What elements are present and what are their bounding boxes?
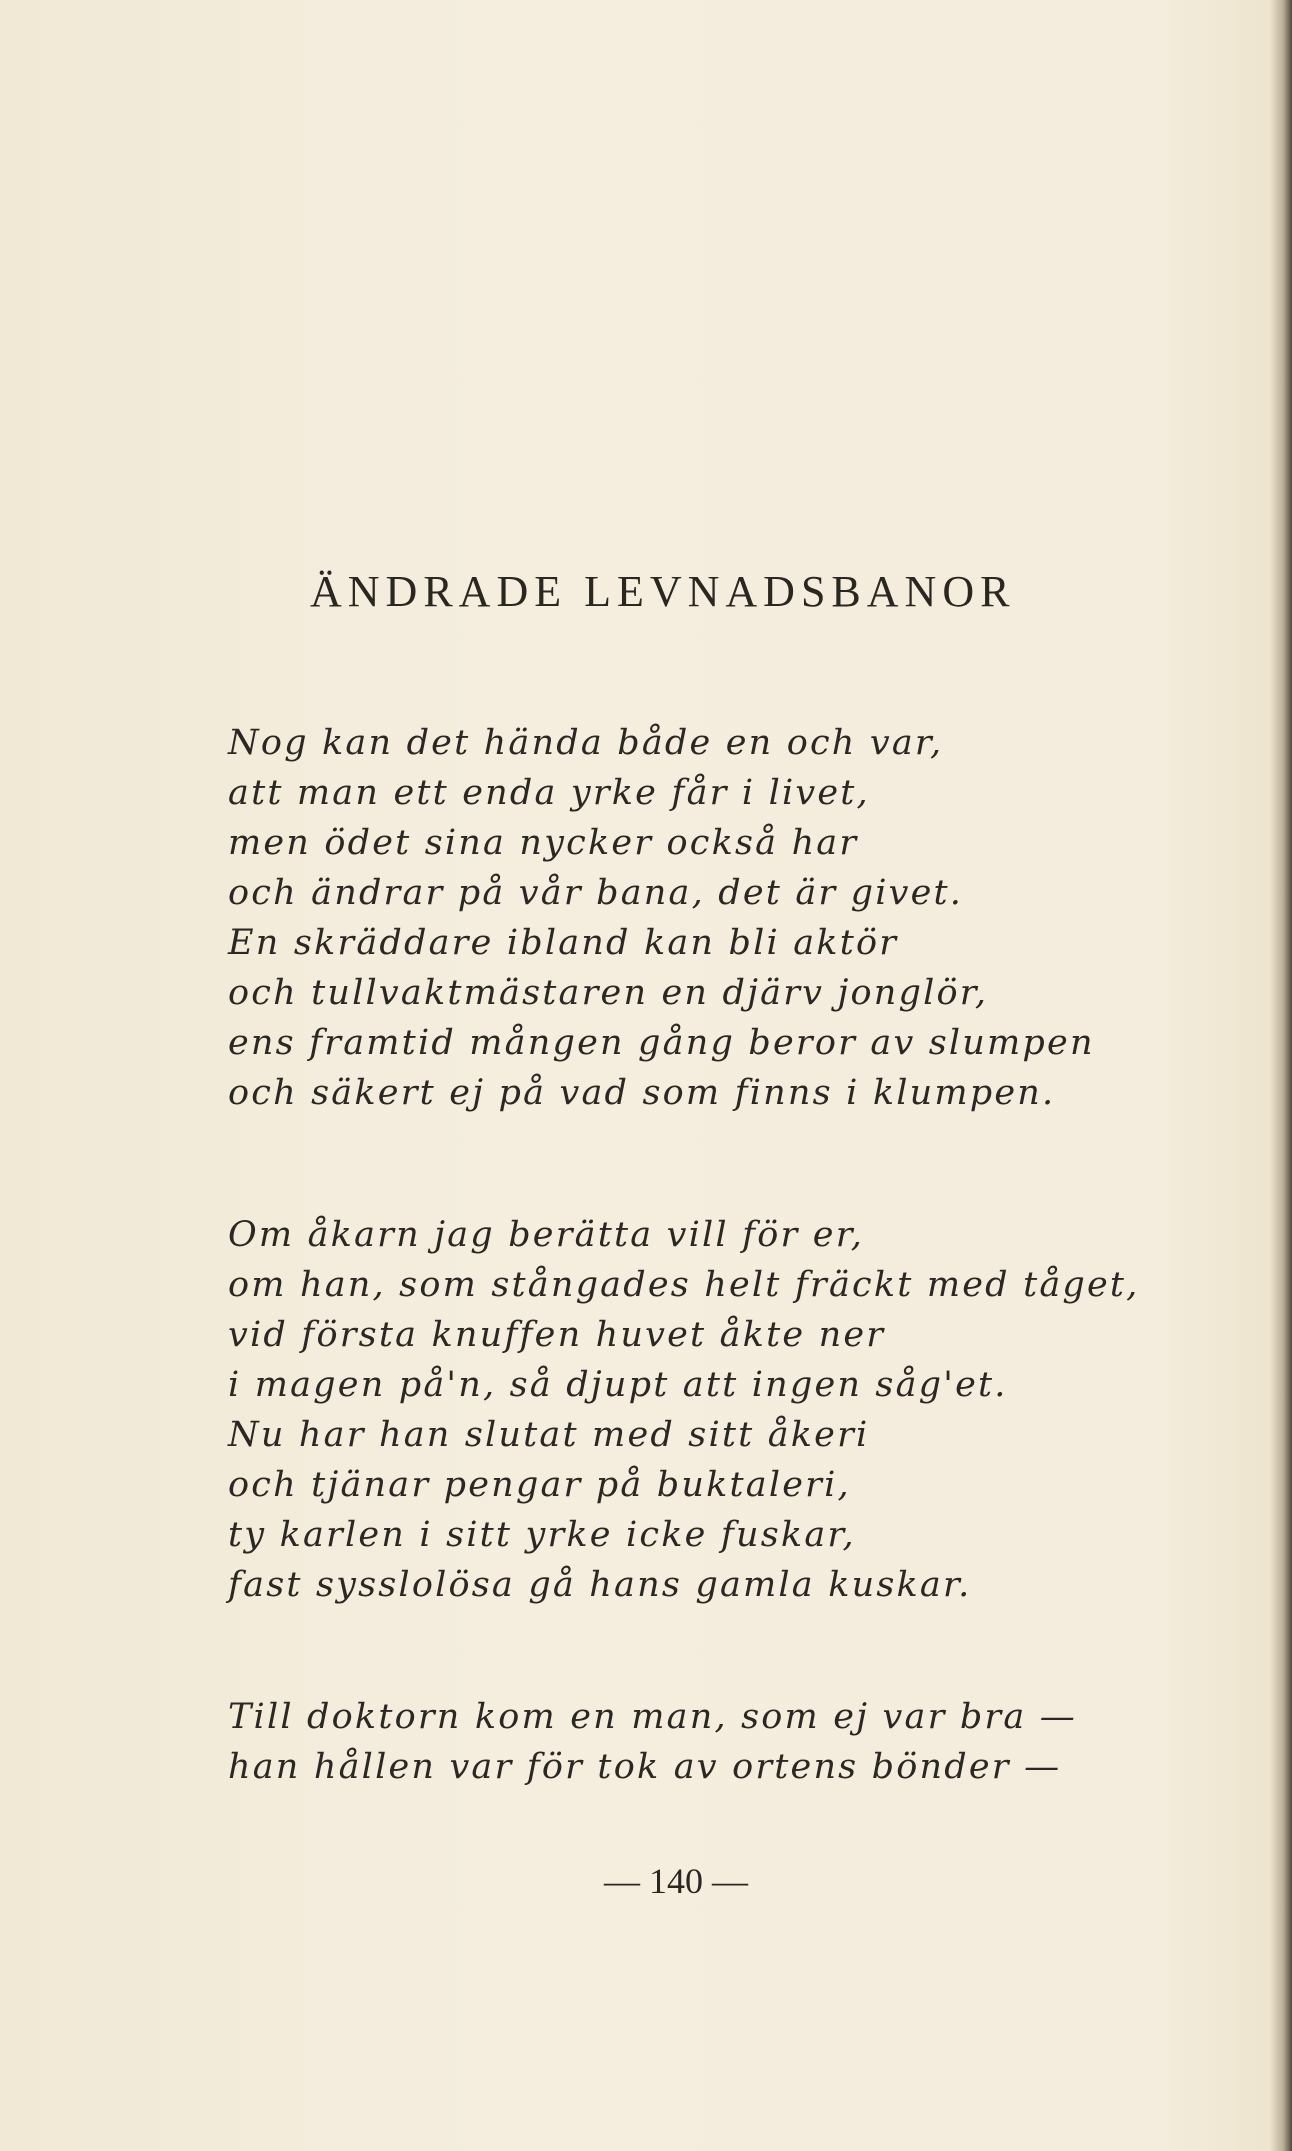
- poem-line: ty karlen i sitt yrke icke fuskar,: [228, 1515, 856, 1555]
- stanza-1: [228, 718, 1095, 1118]
- poem-line: och tullvaktmästaren en djärv jonglör,: [228, 973, 989, 1013]
- poem-line: Till doktorn kom en man, som ej var bra —: [228, 1697, 1077, 1737]
- poem-line: En skräddare ibland kan bli aktör: [228, 923, 899, 963]
- poem-line: han hållen var för tok av ortens bönder —: [228, 1747, 1062, 1787]
- poem-title: ÄNDRADE LEVNADSBANOR: [310, 567, 1016, 616]
- poem-line: och säkert ej på vad som finns i klumpen.: [228, 1073, 1056, 1113]
- poem-line: i magen på'n, så djupt att ingen såg'et.: [228, 1365, 1008, 1405]
- poem-line: vid första knuffen huvet åkte ner: [228, 1315, 886, 1355]
- poem-line: att man ett enda yrke får i livet,: [228, 773, 870, 813]
- stanza-3: [228, 1692, 1077, 1792]
- poem-line: Nu har han slutat med sitt åkeri: [228, 1415, 870, 1455]
- poem-line: om han, som stångades helt fräckt med tåget,: [228, 1265, 1140, 1305]
- poem-line: fast sysslolösa gå hans gamla kuskar.: [228, 1565, 972, 1605]
- poem-line: ens framtid mången gång beror av slumpen: [228, 1023, 1095, 1063]
- page-edge-shadow: [1270, 0, 1292, 2151]
- stanza-2: [228, 1210, 1140, 1610]
- poem-line: men ödet sina nycker också har: [228, 823, 859, 863]
- poem-line: Nog kan det hända både en och var,: [228, 723, 944, 763]
- page-number: — 140 —: [604, 1861, 748, 1901]
- poem-line: och tjänar pengar på buktaleri,: [228, 1465, 851, 1505]
- poem-line: Om åkarn jag berätta vill för er,: [228, 1215, 865, 1255]
- poem-line: och ändrar på vår bana, det är givet.: [228, 873, 964, 913]
